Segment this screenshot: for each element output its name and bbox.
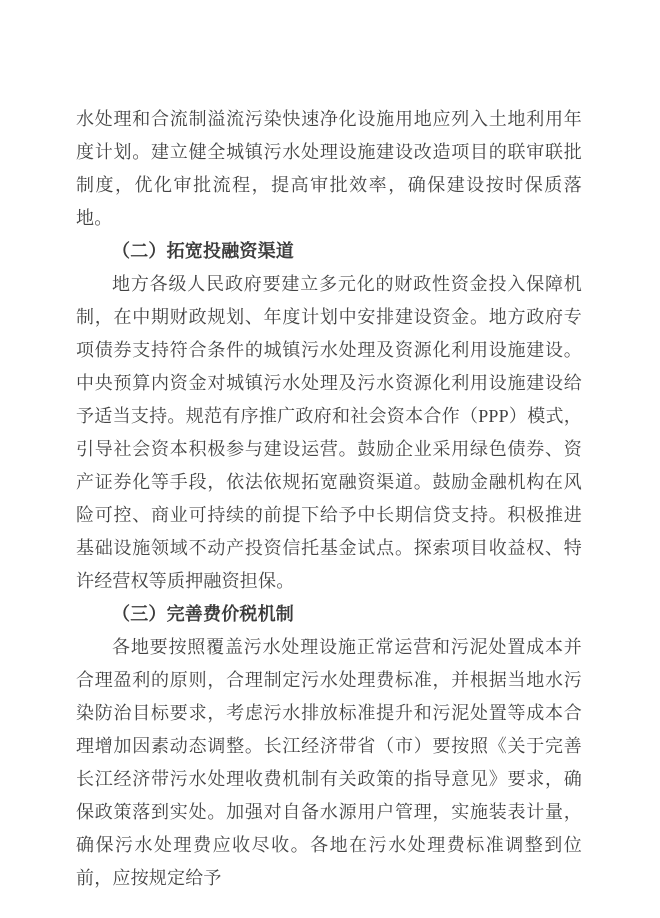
body-paragraph: 水处理和合流制溢流污染快速净化设施用地应列入土地利用年度计划。建立健全城镇污水处理设施建设改造项目的联审联批制度，优化审批流程，提高审批效率，确保建设按时保质落地。 xyxy=(76,109,582,228)
body-paragraph: 各地要按照覆盖污水处理设施正常运营和污泥处置成本并合理盈利的原则，合理制定污水处理费标准，并根据当地水污染防治目标要求，考虑污水排放标准提升和污泥处置等成本合理增加因素动态调整。长江经济带省（市）要按照《关于完善长江经济带污水处理收费机制有关政策的指导意见》要求，确保政策落到实处。加强对自备水源用户管理，实施装表计量，确保污水处理费应收尽收。各地在污水处理费标准调整到位前，应按规定给予 xyxy=(76,637,582,888)
body-paragraph: 地方各级人民政府要建立多元化的财政性资金投入保障机制，在中期财政规划、年度计划中安排建设资金。地方政府专项债券支持符合条件的城镇污水处理及资源化利用设施建设。中央预算内资金对城镇污水处理及污水资源化利用设施建设给予适当支持。规范有序推广政府和社会资本合作（PPP）模式，引导社会资本积极参与建设运营。鼓励企业采用绿色债券、资产证券化等手段，依法依规拓宽融资渠道。鼓励金融机构在风险可控、商业可持续的前提下给予中长期信贷支持。积极推进基础设施领域不动产投资信托基金试点。探索项目收益权、特许经营权等质押融资担保。 xyxy=(76,274,582,591)
document-content xyxy=(76,103,582,895)
section-heading: （三）完善费价税机制 xyxy=(112,604,294,624)
section-heading: （二）拓宽投融资渠道 xyxy=(112,241,294,261)
